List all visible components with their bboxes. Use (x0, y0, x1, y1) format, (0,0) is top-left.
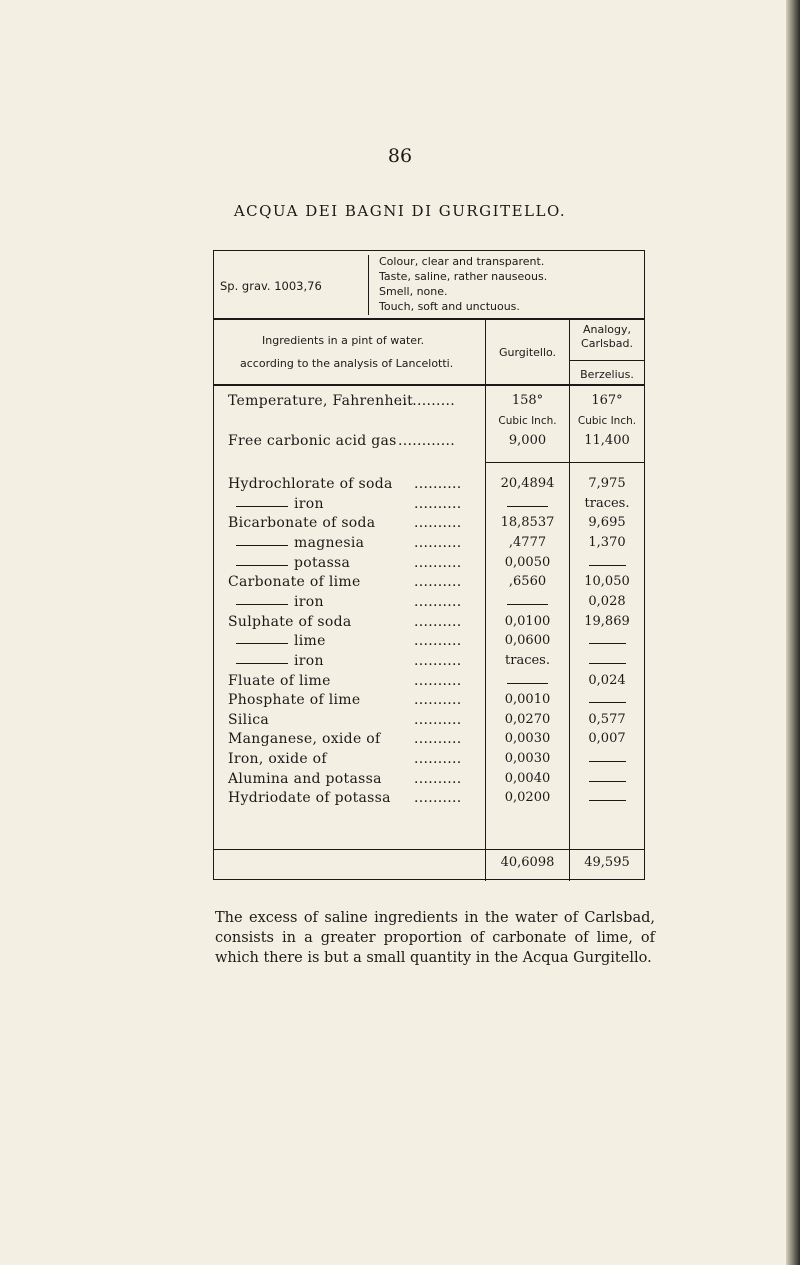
row-label: Iron, oxide of (228, 751, 327, 768)
ingredients-header-line2: according to the analysis of Lancelotti. (240, 357, 454, 370)
row-label: iron (294, 652, 324, 669)
property-smell: Smell, none. (379, 285, 448, 298)
ditto-rule (236, 604, 288, 605)
row-leader: .......... (414, 495, 462, 512)
value-gurgitello: 0,0050 (504, 554, 551, 570)
temperature-leader: ............ (398, 393, 456, 409)
value-carlsbad: 0,577 (588, 711, 626, 727)
value-gurgitello: 0,0030 (504, 751, 551, 767)
row-label: potassa (294, 554, 351, 571)
row-leader: .......... (414, 476, 462, 492)
value-carlsbad: 10,050 (584, 574, 630, 590)
row-leader: .......... (414, 790, 462, 807)
row-label: Manganese, oxide of (228, 731, 381, 748)
sp-grav-divider (368, 255, 369, 315)
value-gurgitello: 0,0030 (504, 731, 551, 747)
ditto-rule (236, 545, 288, 546)
row-label: Sulphate of soda (228, 613, 352, 630)
ditto-rule (236, 663, 288, 664)
row-label: iron (294, 593, 324, 610)
value-carlsbad: 19,869 (584, 613, 630, 629)
ditto-rule (236, 643, 288, 644)
row-label: Hydriodate of potassa (228, 790, 391, 807)
row-label: Phosphate of lime (228, 692, 361, 709)
ditto-rule (236, 506, 288, 507)
row-leader: .......... (414, 731, 462, 748)
property-colour: Colour, clear and transparent. (379, 255, 545, 268)
value-carlsbad: traces. (584, 495, 630, 511)
ditto-rule (236, 565, 288, 566)
empty-value-dash (589, 761, 626, 762)
empty-value-dash (589, 663, 626, 664)
carbonic-bottom-rule (485, 462, 644, 463)
header-bottom-rule (214, 384, 644, 386)
value-carlsbad: 7,975 (588, 476, 626, 491)
header-top-rule (214, 318, 644, 320)
carbonic-label: Free carbonic acid gas (228, 433, 397, 449)
temperature-carlsbad: 167° (591, 393, 623, 408)
sp-grav-label: Sp. grav. 1003,76 (220, 279, 322, 293)
analogy-header-text: Analogy, Carlsbad. (581, 323, 633, 350)
page-number: 86 (387, 145, 413, 167)
total-rule (214, 849, 644, 850)
row-label: Alumina and potassa (228, 770, 382, 787)
row-label: Hydrochlorate of soda (228, 476, 393, 492)
row-label: Bicarbonate of soda (228, 515, 376, 532)
row-leader: .......... (414, 515, 462, 532)
value-gurgitello: traces. (505, 652, 550, 668)
temperature-gurgitello: 158° (511, 393, 544, 408)
value-carlsbad: 9,695 (588, 515, 626, 531)
page-title: ACQUA DEI BAGNI DI GURGITELLO. (233, 202, 567, 220)
analogy-sub-rule (570, 360, 644, 361)
value-carlsbad: 0,024 (588, 672, 626, 688)
temperature-label: Temperature, Fahrenheit (228, 393, 414, 409)
empty-value-dash (589, 781, 626, 782)
row-leader: .......... (414, 692, 462, 709)
row-leader: .......... (414, 534, 462, 551)
empty-value-dash (507, 506, 549, 507)
value-gurgitello: 0,0100 (504, 613, 551, 629)
row-leader: .......... (414, 711, 462, 728)
analysis-table (213, 250, 645, 880)
empty-value-dash (589, 702, 626, 703)
value-gurgitello: 0,0010 (504, 692, 551, 708)
empty-value-dash (507, 604, 549, 605)
row-label: lime (294, 633, 326, 650)
row-leader: .......... (414, 593, 462, 610)
units-gurgitello: Cubic Inch. (498, 415, 557, 427)
total-carlsbad: 49,595 (584, 855, 630, 870)
value-carlsbad: 0,028 (588, 593, 626, 609)
row-leader: .......... (414, 770, 462, 787)
row-label: Fluate of lime (228, 672, 331, 689)
row-label: iron (294, 495, 324, 512)
closing-note: The excess of saline ingredients in the water of Carlsbad, consists in a greater proportion of carbonate of lime, of which there is but a small quantity in the Acqua Gurgitello. (215, 910, 655, 966)
value-gurgitello: 0,0040 (504, 770, 551, 786)
row-leader: .......... (414, 672, 462, 689)
empty-value-dash (589, 800, 626, 801)
berzelius-header: Berzelius. (580, 368, 634, 381)
empty-value-dash (589, 565, 626, 566)
row-leader: .......... (414, 574, 462, 591)
value-gurgitello: 20,4894 (500, 476, 555, 491)
analogy-header (570, 323, 644, 351)
total-gurgitello: 40,6098 (500, 855, 555, 870)
empty-value-dash (589, 643, 626, 644)
units-carlsbad: Cubic Inch. (577, 415, 637, 427)
row-leader: .......... (414, 652, 462, 669)
carbonic-leader: ............ (398, 433, 456, 449)
row-leader: .......... (414, 633, 462, 650)
value-carlsbad: 1,370 (588, 534, 626, 550)
row-label: magnesia (294, 534, 365, 551)
row-leader: .......... (414, 613, 462, 630)
value-gurgitello: ,4777 (508, 534, 547, 550)
row-leader: .......... (414, 751, 462, 768)
value-gurgitello: 18,8537 (500, 515, 555, 531)
page-edge-shadow (786, 0, 800, 1265)
row-label: Carbonate of lime (228, 574, 361, 591)
row-leader: .......... (414, 554, 462, 571)
property-touch: Touch, soft and unctuous. (379, 300, 520, 313)
value-carlsbad: 0,007 (588, 731, 626, 747)
carbonic-carlsbad: 11,400 (584, 433, 630, 448)
property-taste: Taste, saline, rather nauseous. (379, 270, 548, 283)
row-label: Silica (228, 711, 270, 728)
value-gurgitello: 0,0200 (504, 790, 551, 806)
value-gurgitello: 0,0270 (504, 711, 551, 727)
empty-value-dash (507, 683, 549, 684)
ingredients-header-line1: Ingredients in a pint of water. (262, 334, 425, 347)
value-gurgitello: ,6560 (508, 574, 547, 590)
gurgitello-header: Gurgitello. (498, 346, 557, 359)
carbonic-gurgitello: 9,000 (508, 433, 547, 448)
value-gurgitello: 0,0600 (504, 633, 551, 649)
